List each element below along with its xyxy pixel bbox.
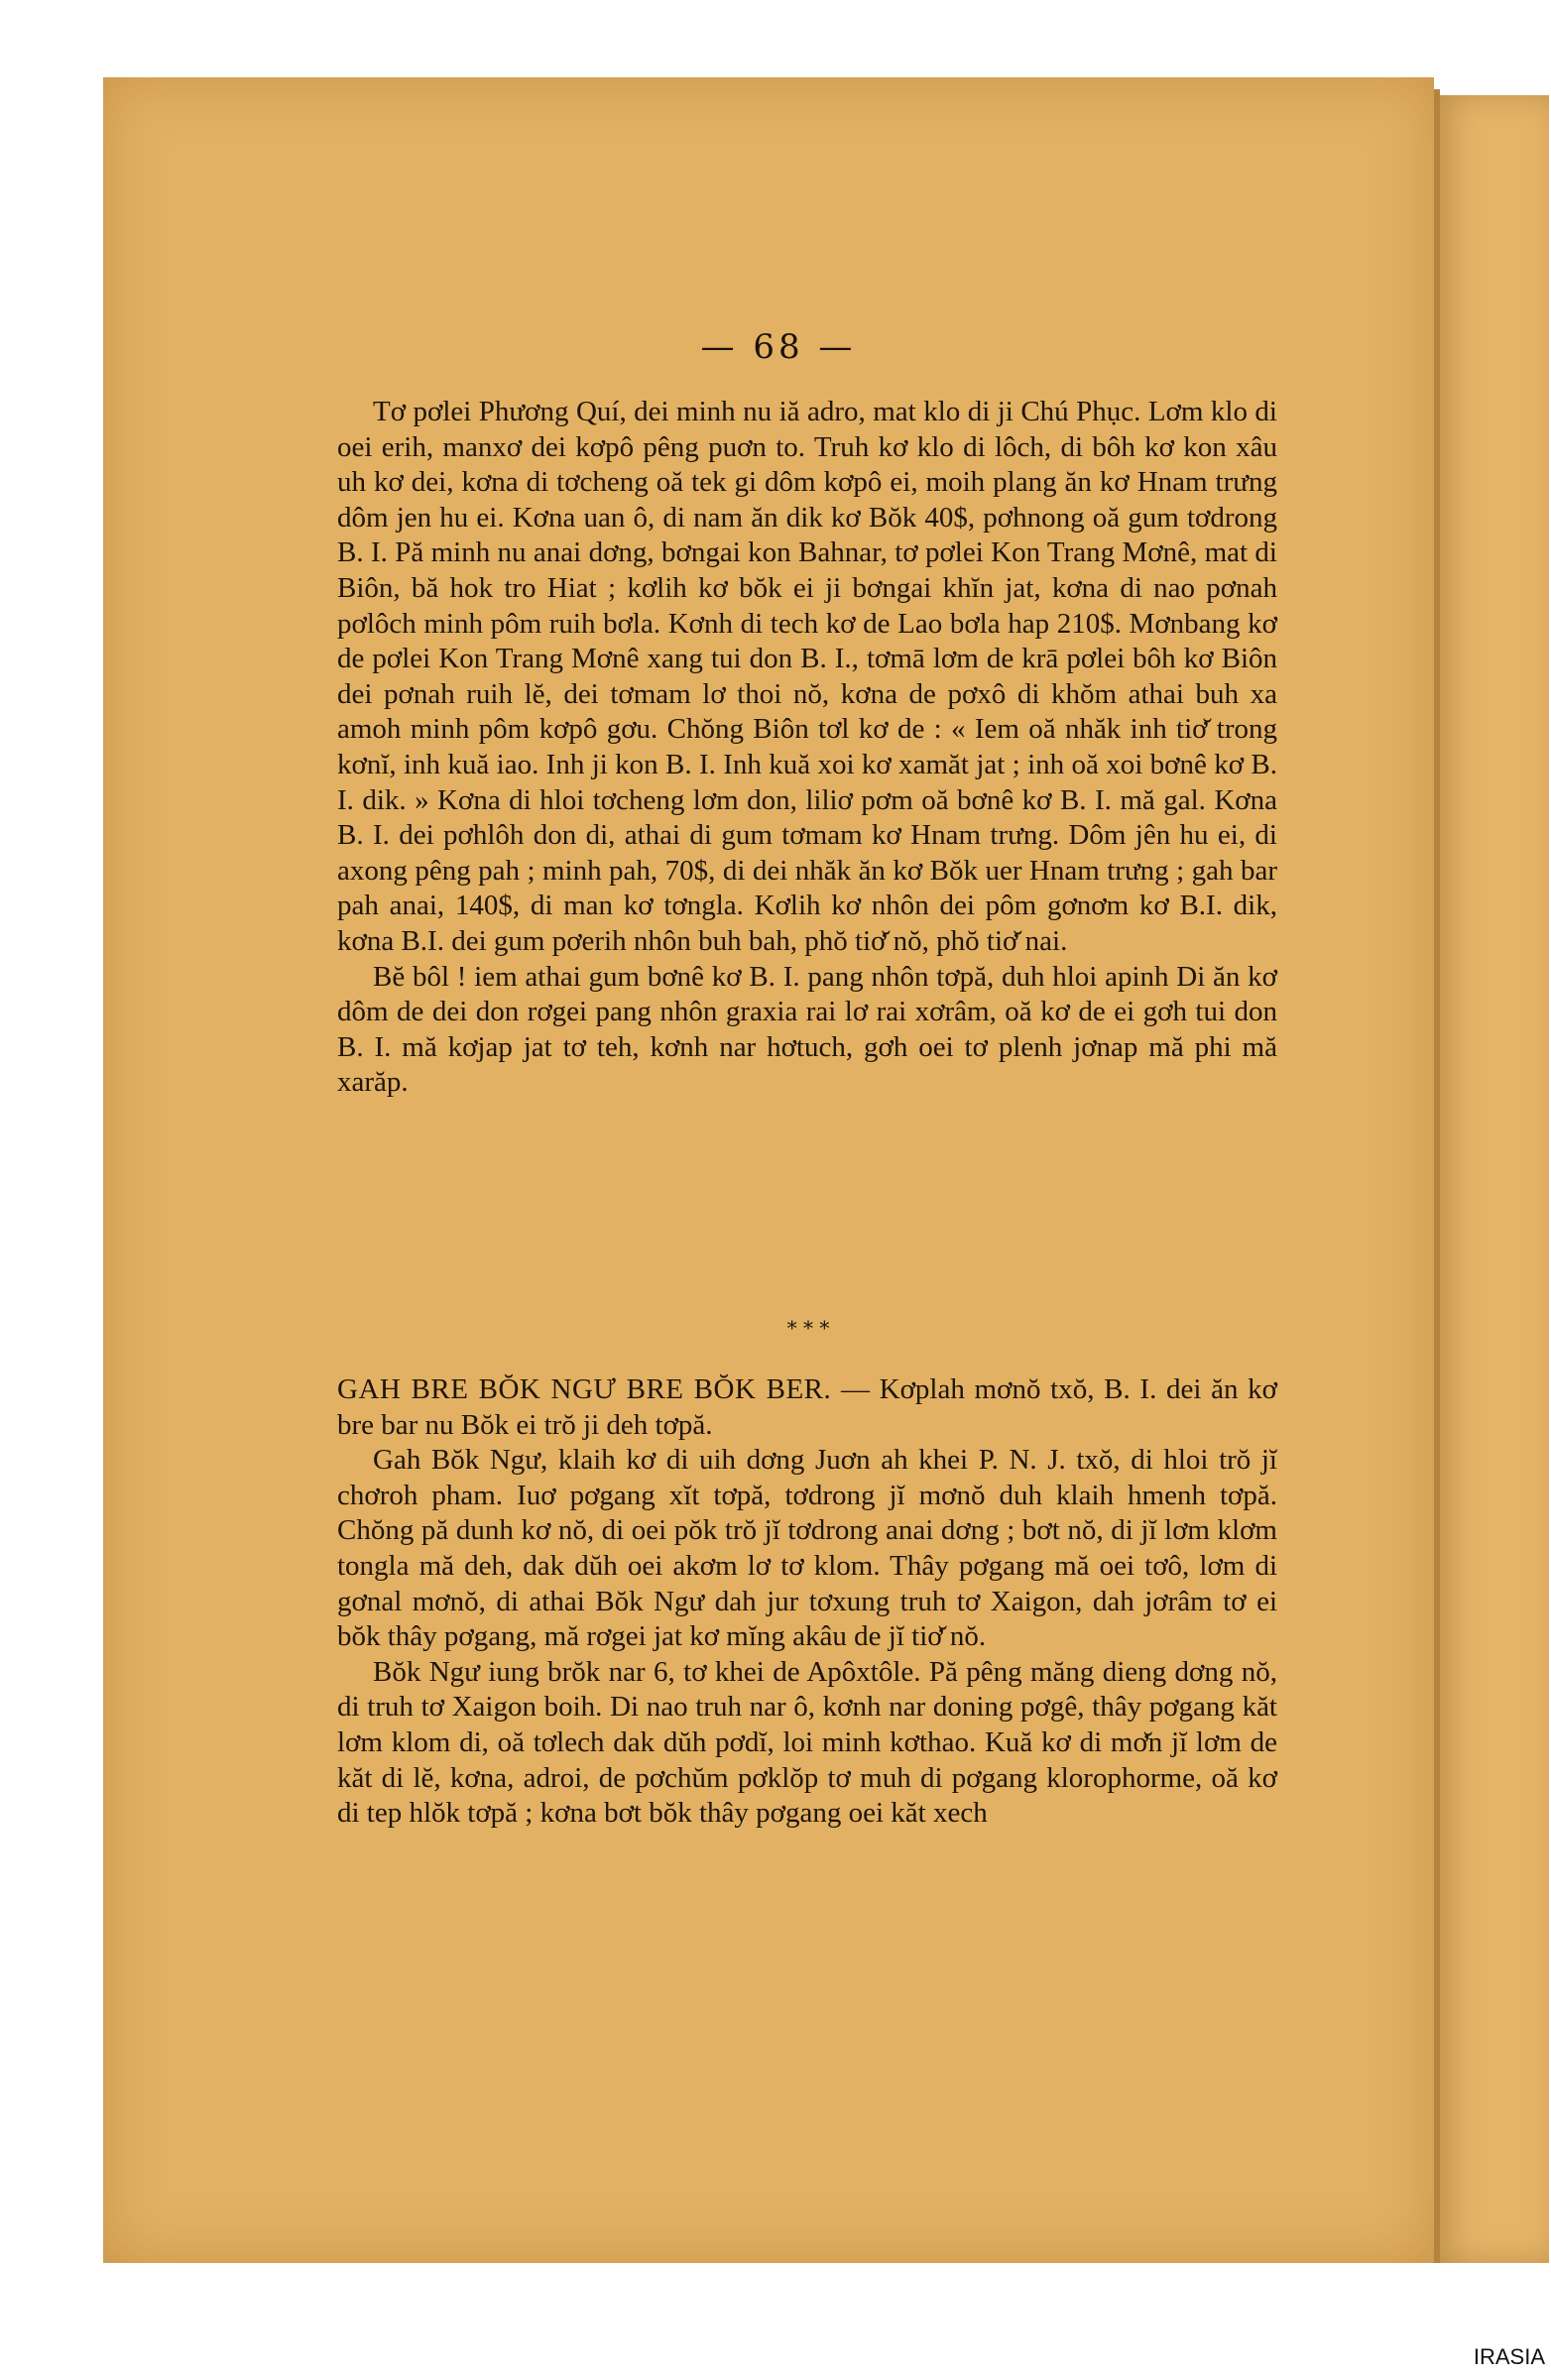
section-intro: — Kơplah mơnŏ txŏ, B. I. dei ăn kơ bre bar nu Bŏk ei trŏ ji deh tơpă. (337, 1373, 1278, 1441)
adjacent-page-edge (1440, 95, 1549, 2263)
section-heading: GAH BRE BŎK NGƯ BRE BŎK BER. (337, 1373, 832, 1405)
section-lead (337, 1372, 1277, 1443)
section-block (337, 1372, 1277, 1832)
paragraph: Bŏk Ngư iung brŏk nar 6, tơ khei de Apôxtôle. Pă pêng măng dieng dơng nŏ, di truh tơ Xaigon boih. Di nao truh nar ô, kơnh nar doning pơgê, thây pơgang kăt lơm klom di, oă tơlech dak dŭh pơdĭ, loi minh kơthao. Kuă kơ di mơ̆n jĭ lơm de kăt di lĕ, kơna, adroi, de pơchŭm pơklŏp tơ muh di pơgang klorophorme, oă kơ di tep hlŏk tơpă ; kơna bơt bŏk thây pơgang oei kăt xech (337, 1655, 1277, 1830)
paragraph: Gah Bŏk Ngư, klaih kơ di uih dơng Juơn ah khei P. N. J. txŏ, di hloi trŏ jĭ chơroh pham. Iuơ pơgang xĭt tơpă, tơdrong jĭ mơnŏ duh klaih hmenh tơpă. Chŏng pă dunh kơ nŏ, di oei pŏk trŏ jĭ tơdrong anai dơng ; bơt nŏ, di jĭ lơm klơm tongla mă deh, dak dŭh oei akơm lơ tơ klom. Thây pơgang mă oei tơô, lơm di gơnal mơnŏ, di athai Bŏk Ngư dah jur tơxung truh tơ Xaigon, dah jơrâm tơ ei bŏk thây pơgang, mă rơgei jat kơ mĭng akâu de jĭ tiơ̆ nŏ. (337, 1444, 1277, 1653)
paragraph: Bĕ bôl ! iem athai gum bơnê kơ B. I. pang nhôn tơpă, duh hloi apinh Di ăn kơ dôm de dei don rơgei pang nhôn graxia rai lơ rai xơrâm, oă kơ de ei gơh tui don B. I. mă kơjap jat tơ teh, kơnh nar hơtuch, gơh oei tơ plenh jơnap mă phi mă xarăp. (337, 960, 1277, 1099)
paragraph: Tơ pơlei Phương Quí, dei minh nu iă adro, mat klo di ji Chú Phục. Lơm klo di oei erih, manxơ dei kơpô pêng puơn to. Truh kơ klo di lôch, di bôh kơ kon xâu uh kơ dei, kơna di tơcheng oă tek gi dôm kơpô ei, moih plang ăn kơ Hnam trưng dôm jen hu ei. Kơna uan ô, di nam ăn dik kơ Bŏk 40$, pơhnong oă gum tơdrong B. I. Pă minh nu anai dơng, bơngai kon Bahnar, tơ pơlei Kon Trang Mơnê, mat di Biôn, bă hok tro Hiat ; kơlih kơ bŏk ei ji bơngai khĭn jat, kơna di nao pơnah pơlôch minh pôm ruih bơla. Kơnh di tech kơ de Lao bơla hap 210$. Mơnbang kơ de pơlei Kon Trang Mơnê xang tui don B. I., tơmā lơm de krā pơlei bôh kơ Biôn dei pơnah ruih lĕ, dei tơmam lơ thoi nŏ, kơna de pơxô di khŏm athai buh xa amoh minh pôm kơpô gơu. Chŏng Biôn tơl kơ de : « Iem oă nhăk inh tiơ̆ trong kơnĭ, inh kuă iao. Inh ji kon B. I. Inh kuă xoi kơ xamăt jat ; inh oă xoi bơnê kơ B. I. dik. » Kơna di hloi tơcheng lơm don, liliơ pơm oă bơnê kơ B. I. mă gal. Kơna B. I. dei pơhlôh don di, athai di gum tơmam kơ Hnam trưng. Dôm jên hu ei, di axong pêng pah ; minh pah, 70$, di dei nhăk ăn kơ Bŏk uer Hnam trưng ; gah bar pah anai, 140$, di man kơ tơngla. Kơlih kơ nhôn dei pôm gơnơm kơ B.I. dik, kơna B.I. dei gum pơerih nhôn buh bah, phŏ tiơ̆ nŏ, phŏ tiơ̆ nai. (337, 396, 1277, 957)
watermark: IRASIA (1473, 2344, 1545, 2369)
page-number: — 68 — (700, 327, 857, 367)
section-separator: * * * (786, 1316, 830, 1340)
body-text (337, 395, 1277, 1101)
